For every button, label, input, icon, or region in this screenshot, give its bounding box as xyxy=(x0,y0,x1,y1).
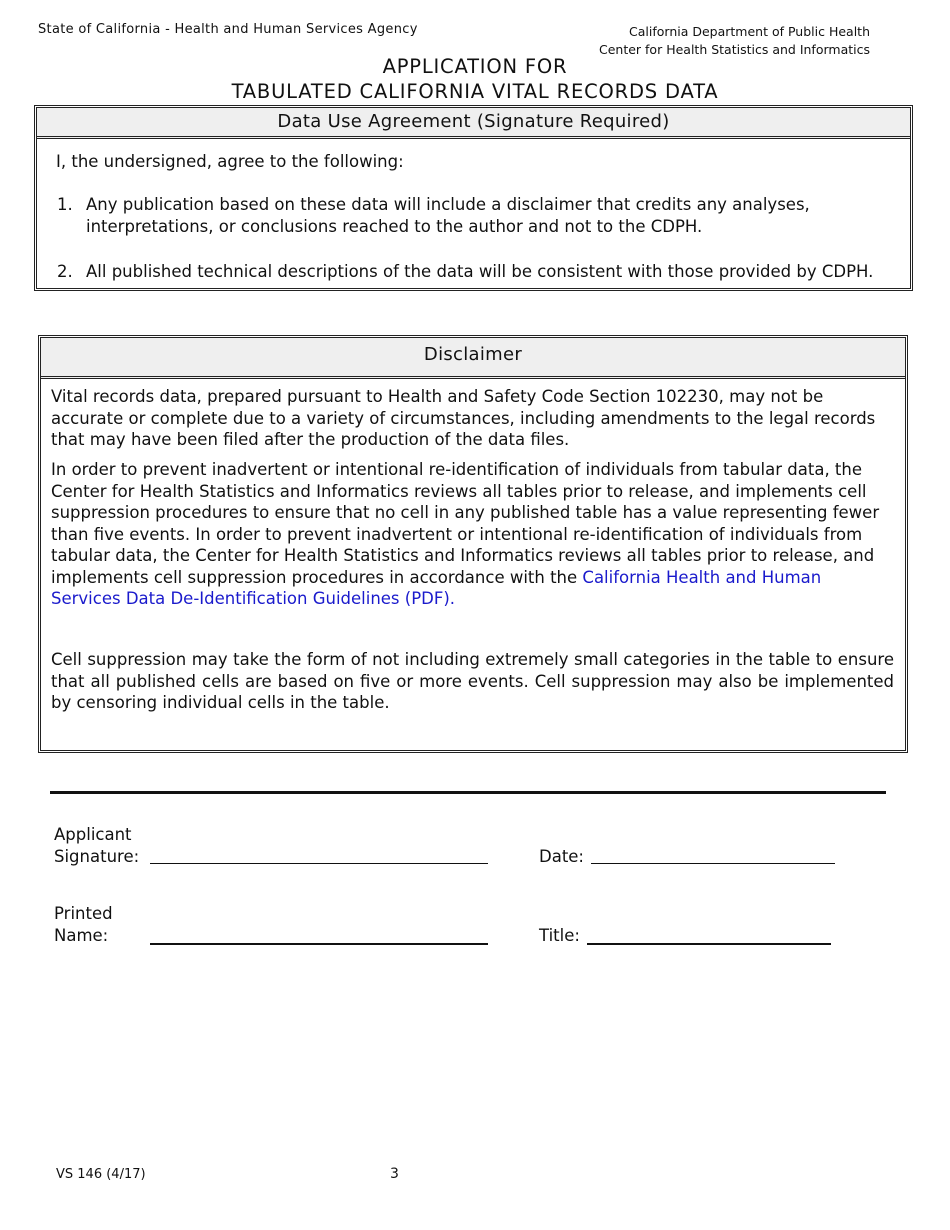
agreement-item-number: 1. xyxy=(57,195,73,214)
agreement-item-text: All published technical descriptions of the data will be consistent with those provided by CDPH. xyxy=(86,262,874,281)
form-title-line1: APPLICATION FOR xyxy=(382,55,568,78)
agreement-heading: Data Use Agreement (Signature Required) xyxy=(37,108,910,139)
applicant-signature-field[interactable] xyxy=(150,863,488,864)
printed-name-label xyxy=(54,903,113,946)
applicant-signature-label xyxy=(54,824,139,867)
title-label: Title: xyxy=(539,926,580,945)
label-line: Applicant xyxy=(54,825,132,844)
disclaimer-heading: Disclaimer xyxy=(41,338,905,379)
disclaimer-paragraph xyxy=(51,459,894,610)
disclaimer-paragraph-text: In order to prevent inadvertent or intentional re-identification of individuals from tabular data, the Center for Health Statistics and Informatics reviews all tables prior to release, and implements cell suppression procedures to ensure that no cell in any published table has a value representing fewer than five events. In order to prevent inadvertent or intentional re-identification of individuals from tabular data, the Center for Health Statistics and Informatics reviews all tables prior to release, and implements cell suppression procedures in accordance with the xyxy=(51,460,880,587)
deidentification-guidelines-link[interactable]: California Health and Human Services Data De-Identification Guidelines (PDF). xyxy=(51,567,822,608)
printed-name-field[interactable] xyxy=(150,943,488,945)
page-number: 3 xyxy=(390,1166,399,1182)
label-line: Printed xyxy=(54,904,113,923)
label-line: Signature: xyxy=(54,846,140,866)
section-divider xyxy=(50,791,886,794)
form-id: VS 146 (4/17) xyxy=(56,1167,146,1182)
disclaimer-paragraph: Vital records data, prepared pursuant to Health and Safety Code Section 102230, may not be accurate or complete due to a variety of circumstances, including amendments to the legal records that may have been filed after the production of the data files. xyxy=(51,387,876,449)
disclaimer-paragraph: Cell suppression may take the form of not including extremely small categories in the table to ensure that all published cells are based on five or more events. Cell suppression may also be implemented by censoring individual cells in the table. xyxy=(51,650,894,712)
agreement-intro: I, the undersigned, agree to the following: xyxy=(56,152,404,171)
title-field[interactable] xyxy=(587,943,831,945)
center-line: Center for Health Statistics and Informatics xyxy=(598,42,870,57)
date-label: Date: xyxy=(539,847,584,866)
agreement-item-text: Any publication based on these data will include a disclaimer that credits any analyses, interpretations, or conclusions reached to the author and not to the CDPH. xyxy=(86,195,810,236)
agency-name: State of California - Health and Human Services Agency xyxy=(38,22,418,37)
agreement-item-number: 2. xyxy=(57,262,73,281)
department-line: California Department of Public Health xyxy=(629,24,870,39)
form-title-line2: TABULATED CALIFORNIA VITAL RECORDS DATA xyxy=(231,80,719,103)
label-line: Name: xyxy=(54,925,109,945)
date-field[interactable] xyxy=(591,863,835,864)
